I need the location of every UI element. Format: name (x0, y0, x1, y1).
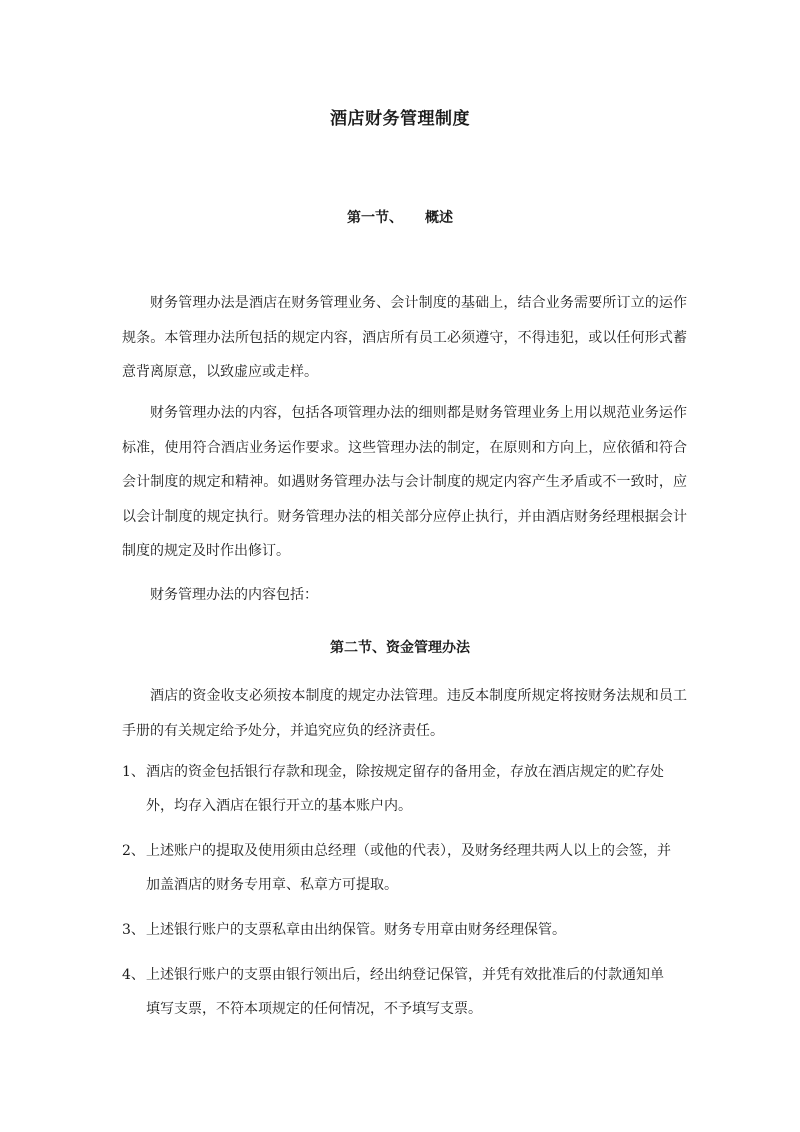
list-item-line: 上述银行账户的支票私章由出纳保管。财务专用章由财务经理保管。 (146, 922, 566, 938)
list-item-number: 4、 (122, 967, 145, 983)
section1-paragraph-2: 财务管理办法的内容，包括各项管理办法的细则都是财务管理业务上用以规范业务运作标准，使用符合酒店业务运作要求。这些管理办法的制定，在原则和方向上，应依循和符合会计制度的规定和精神。如遇财务管理办法与会计制度的规定内容产生矛盾或不一致时，应以会计制度的规定执行。财务管理办法的相关部分应停止执行，并由酒店财务经理根据会计制度的规定及时作出修订。 (122, 405, 687, 559)
list-item-line: 加盖酒店的财务专用章、私章方可提取。 (146, 877, 398, 893)
section2-heading: 第二节、资金管理办法 (330, 640, 470, 656)
list-item-number: 3、 (122, 922, 145, 938)
section1-paragraph-1: 财务管理办法是酒店在财务管理业务、会计制度的基础上，结合业务需要所订立的运作规条。本管理办法所包括的规定内容，酒店所有员工必须遵守，不得违犯，或以任何形式蓄意背离原意，以致虚应或走样。 (122, 295, 687, 380)
list-item-line: 上述账户的提取及使用须由总经理（或他的代表），及财务经理共两人以上的会签，并 (146, 843, 671, 859)
document-title: 酒店财务管理制度 (330, 109, 470, 129)
list-item-line: 外，均存入酒店在银行开立的基本账户内。 (146, 798, 412, 814)
list-item (122, 755, 682, 823)
list-item (122, 958, 682, 1026)
list-item (122, 913, 682, 947)
list-item-line: 酒店的资金包括银行存款和现金，除按规定留存的备用金，存放在酒店规定的贮存处 (146, 764, 664, 780)
section1-heading (0, 207, 800, 227)
list-item-number: 2、 (122, 843, 145, 859)
list-item (122, 834, 682, 902)
section1-heading-title: 概述 (425, 210, 453, 226)
section2-intro: 酒店的资金收支必须按本制度的规定办法管理。违反本制度所规定将按财务法规和员工手册的有关规定给予处分，并追究应负的经济责任。 (122, 688, 687, 739)
list-item-line: 填写支票，不符本项规定的任何情况，不予填写支票。 (146, 1001, 482, 1017)
section1-heading-prefix: 第一节、 (347, 210, 403, 226)
section1-paragraph-3: 财务管理办法的内容包括： (150, 587, 318, 603)
list-item-line: 上述银行账户的支票由银行领出后，经出纳登记保管，并凭有效批准后的付款通知单 (146, 967, 664, 983)
list-item-number: 1、 (122, 764, 145, 780)
